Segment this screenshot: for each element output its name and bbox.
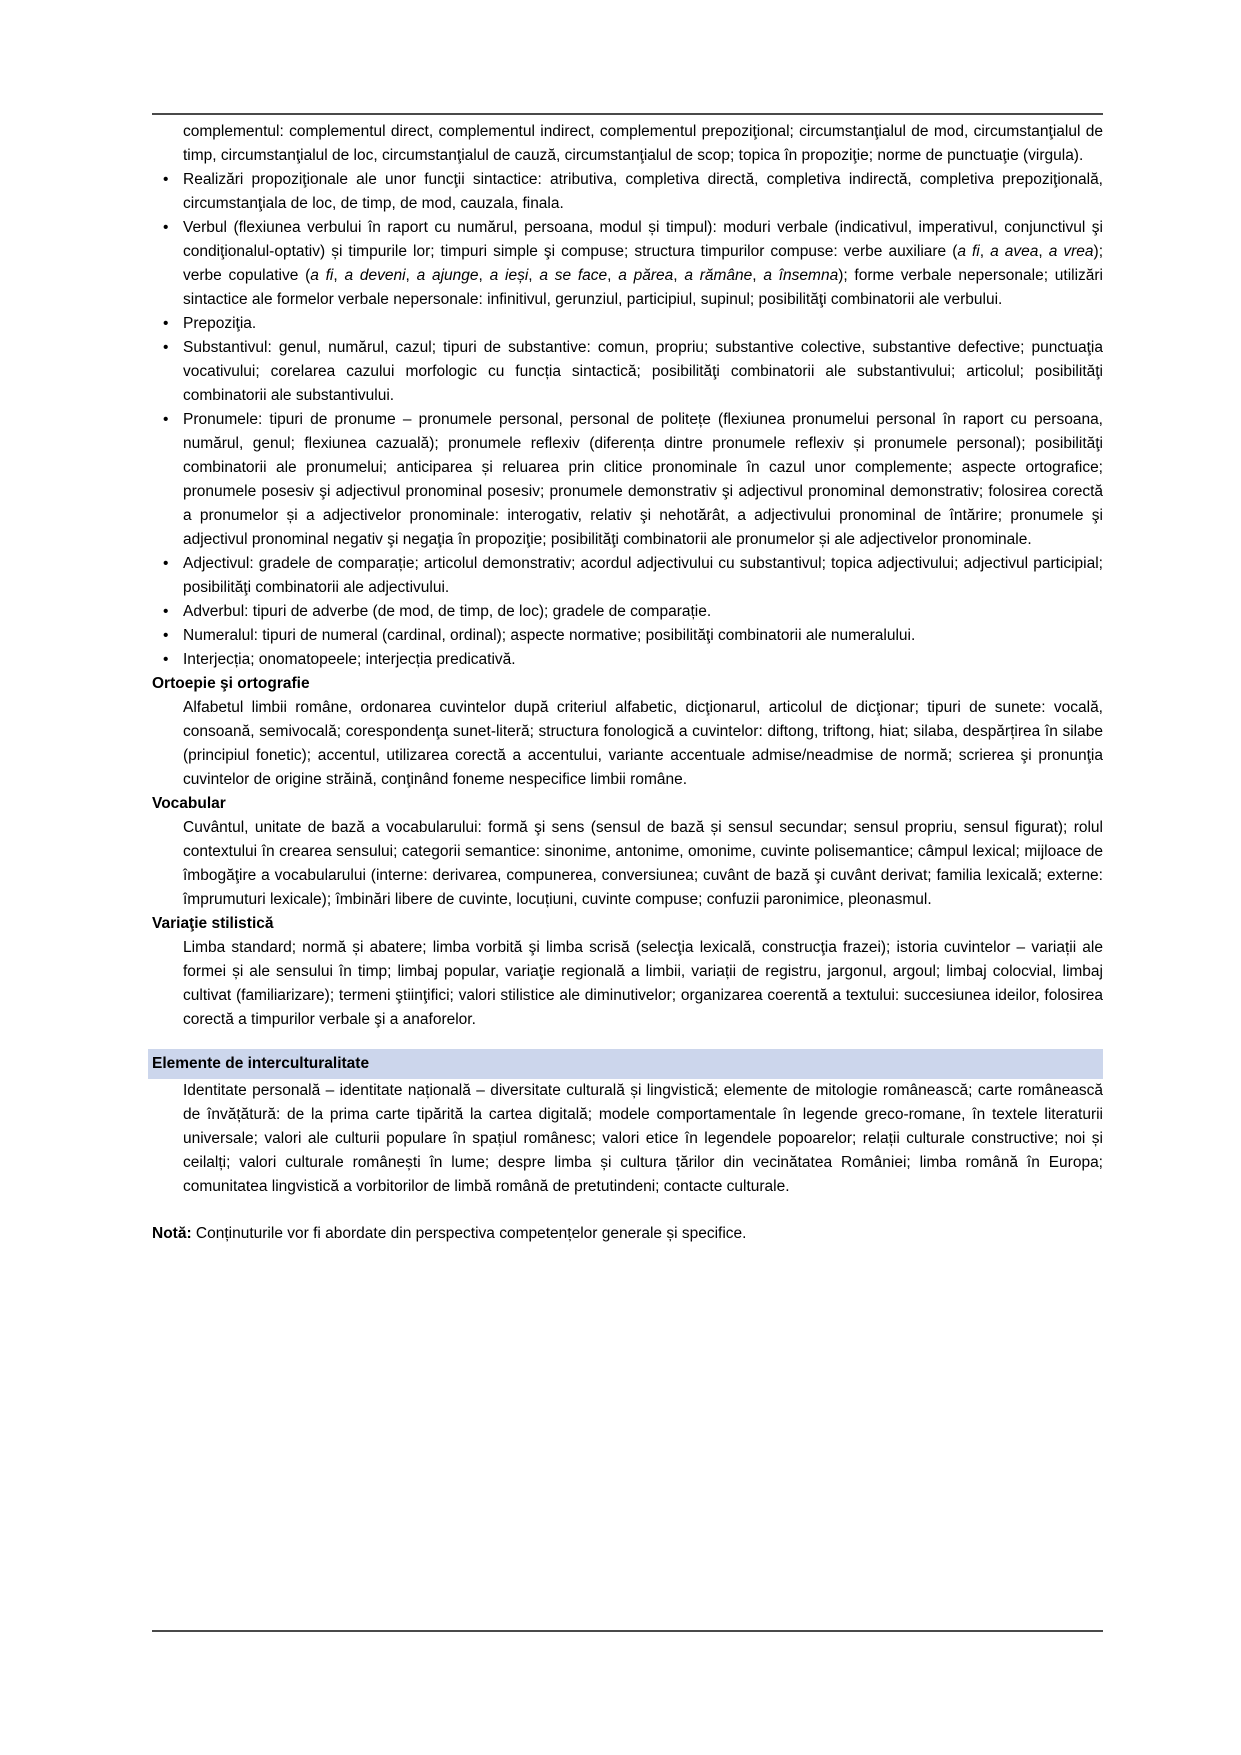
section-vocabular — [152, 792, 1103, 912]
section-body-vocabular: Cuvântul, unitate de bază a vocabularului: formă şi sens (sensul de bază și sensul secundar; sensul propriu, sensul figurat); rolul contextului în crearea sensului; categorii semantice: sinonime, antonime, omonime, cuvinte polisemantice; câmpul lexical; mijloace de îmbogăţire a vocabularului (interne: derivarea, compunerea, conversiunea; cuvânt de bază şi cuvânt derivat; familia lexicală; externe: împrumuturi lexicale); îmbinări libere de cuvinte, locuțiuni, cuvinte compuse; confuzii paronimice, pleonasmul. — [183, 819, 1103, 908]
section-body-variatie: Limba standard; normă și abatere; limba vorbită şi limba scrisă (selecţia lexicală, construcţia frazei); istoria cuvintelor – variații ale formei și ale sensului în timp; limbaj popular, variaţie regională a limbii, variații de registru, jargonul, argoul; limbaj colocvial, limbaj cultivat (familiarizare); termeni ştiinţifici; valori stilistice ale diminutivelor; organizarea coerentă a textului: succesiunea ideilor, folosirea corectă a timpurilor verbale şi a anaforelor. — [183, 939, 1103, 1028]
section-heading-ortoepie: Ortoepie şi ortografie — [152, 675, 310, 692]
section-ortoepie — [152, 672, 1103, 792]
note-paragraph — [152, 1222, 1103, 1246]
section-body-interculturalitate: Identitate personală – identitate națională – diversitate culturală și lingvistică; elemente de mitologie românească; carte românească de învățătură: de la prima carte tipărită la cartea digitală; modele comportamentale în legende greco-romane, în textele literaturii universale; valori ale culturii populare în spațiul românesc; valori etice în legendele popoarelor; relații culturale constructive; noi și ceilalți; valori culturale românești în lume; despre limba și cultura țărilor din vecinătatea României; limba română în Europa; comunitatea lingvistică a vorbitorilor de limbă română de pretutindeni; contacte culturale. — [183, 1082, 1103, 1195]
section-heading-variatie: Variaţie stilistică — [152, 915, 274, 932]
section-body-ortoepie: Alfabetul limbii române, ordonarea cuvintelor după criteriul alfabetic, dicţionarul, articolul de dicţionar; tipuri de sunete: vocală, consoană, semivocală; corespondenţa sunet-literă; structura fonologică a cuvintelor: diftong, triftong, hiat; silaba, despărțirea în silabe (principiul fonetic); accentul, utilizarea corectă a accentului, variante accentuale admise/neadmise de normă; scrierea şi pronunţia cuvintelor de origine străină, conţinând foneme nespecifice limbii române. — [183, 699, 1103, 788]
list-item: • Interjecția; onomatopeele; interjecția predicativă. — [152, 648, 1103, 672]
header-rule — [152, 113, 1103, 115]
section-interculturalitate — [152, 1049, 1103, 1199]
note-label: Notă: — [152, 1225, 192, 1242]
list-item: • Prepoziţia. — [152, 312, 1103, 336]
section-heading-interculturalitate: Elemente de interculturalitate — [148, 1049, 1103, 1079]
list-item: • Substantivul: genul, numărul, cazul; tipuri de substantive: comun, propriu; substantive colective, substantive defective; punctuaţia vocativului; corelarea cazului morfologic cu funcția sintactică; posibilităţi combinatorii ale substantivului; articolul; posibilităţi combinatorii ale substantivului. — [152, 336, 1103, 408]
footer-rule — [152, 1630, 1103, 1632]
continuation-paragraph: complementul: complementul direct, complementul indirect, complementul prepoziţional; circumstanţialul de mod, circumstanţialul de timp, circumstanţialul de loc, circumstanţialul de cauză, circumstanţialul de scop; topica în propoziţie; norme de punctuaţie (virgula). — [183, 123, 1103, 164]
list-item: • Realizări propoziţionale ale unor funcţii sintactice: atributiva, completiva directă, completiva indirectă, completiva prepoziţională, circumstanţiala de loc, de timp, de mod, cauzala, finala. — [152, 168, 1103, 216]
bullet-list — [152, 168, 1103, 672]
list-item: • Pronumele: tipuri de pronume – pronumele personal, personal de politețe (flexiunea pronumelui personal în raport cu persoana, numărul, genul; flexiunea cazuală); pronumele reflexiv (diferența dintre pronumele reflexiv și pronumele personal); posibilităţi combinatorii ale pronumelui; anticiparea și reluarea prin clitice pronominale în cazul unor complemente; aspecte ortografice; pronumele posesiv şi adjectivul pronominal posesiv; pronumele demonstrativ şi adjectivul pronominal demonstrativ; folosirea corectă a pronumelor și a adjectivelor pronominale: interogativ, relativ şi nehotărât, a adjectivului pronominal de întărire; pronumele şi adjectivul pronominal negativ şi negaţia în propoziţie; posibilităţi combinatorii ale pronumelor și ale adjectivelor pronominale. — [152, 408, 1103, 552]
note-text: Conținuturile vor fi abordate din perspectiva competențelor generale și specifice. — [195, 1225, 747, 1242]
section-heading-vocabular: Vocabular — [152, 795, 226, 812]
section-variatie-stilistica — [152, 912, 1103, 1032]
list-item: • Numeralul: tipuri de numeral (cardinal, ordinal); aspecte normative; posibilităţi combinatorii ale numeralului. — [152, 624, 1103, 648]
list-item: • Verbul (flexiunea verbului în raport cu numărul, persoana, modul și timpul): moduri verbale (indicativul, imperativul, conjunctivul şi condiţionalul-optativ) și timpurile lor; timpuri simple şi compuse; structura timpurilor compuse: verbe auxiliare (a fi, a avea, a vrea); verbe copulative (a fi, a deveni, a ajunge, a ieși, a se face, a părea, a rămâne, a însemna); forme verbale nepersonale; utilizări sintactice ale formelor verbale nepersonale: infinitivul, gerunziul, participiul, supinul; posibilităţi combinatorii ale verbului. — [152, 216, 1103, 312]
list-item: • Adverbul: tipuri de adverbe (de mod, de timp, de loc); gradele de comparație. — [152, 600, 1103, 624]
page-content — [152, 120, 1103, 1246]
list-item: • Adjectivul: gradele de comparație; articolul demonstrativ; acordul adjectivului cu substantivul; topica adjectivului; adjectivul participial; posibilităţi combinatorii ale adjectivului. — [152, 552, 1103, 600]
